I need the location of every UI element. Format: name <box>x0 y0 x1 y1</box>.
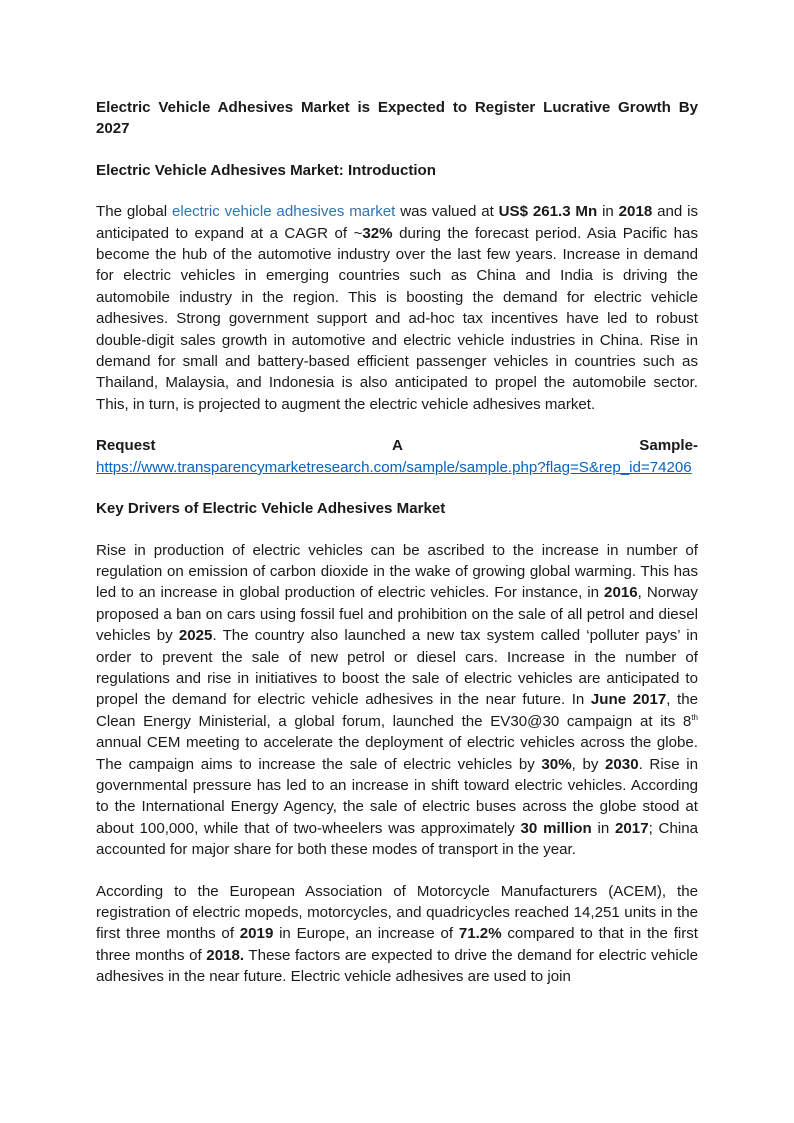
text-run: in <box>591 819 616 837</box>
text-run: These factors are expected to drive the demand for electric vehicle adhesives in the near future. Electric vehicle adhesives are used to join <box>96 946 698 986</box>
intro-heading: Electric Vehicle Adhesives Market: Introduction <box>96 161 436 179</box>
drivers-heading: Key Drivers of Electric Vehicle Adhesives Market <box>96 500 446 518</box>
text-run: Rise in production of electric vehicles can be ascribed to the increase in number of regulation on emission of carbon dioxide in the wake of growing global warming. This has led to an increase in global production of electric vehicles. For instance, in <box>96 541 698 602</box>
text-run: in <box>597 203 619 221</box>
text-run: . Rise in governmental pressure has led to an increase in shift toward electric vehicles. According to the International Energy Agency, the sale of electric buses across the globe stood at about 100,000, while that of two-wheelers was approximately <box>96 755 698 837</box>
market-link[interactable]: electric vehicle adhesives market <box>171 203 396 221</box>
bold-run: 32% <box>362 224 393 242</box>
bold-run: 2018. <box>206 946 245 964</box>
text-run: According to the European Association of Motorcycle Manufacturers (ACEM), the registration of electric mopeds, motorcycles, and quadricycles reached 14,251 units in the first three months of <box>96 882 698 943</box>
text-run: , Norway proposed a ban on cars using fossil fuel and prohibition on the sale of all petrol and diesel vehicles by <box>96 584 698 645</box>
document-title: Electric Vehicle Adhesives Market is Expected to Register Lucrative Growth By 2027 <box>96 99 698 138</box>
bold-run: 71.2% <box>458 925 502 943</box>
bold-run: 30 million <box>520 819 592 837</box>
text-run: The global <box>96 203 172 221</box>
text-run: , the Clean Energy Ministerial, a global forum, launched the EV30@30 campaign at its 8 <box>96 691 699 730</box>
sample-word: Sample- <box>639 437 698 455</box>
text-run: in Europe, an increase of <box>273 925 459 943</box>
intro-paragraph <box>96 201 698 415</box>
bold-run: US$ 261.3 Mn <box>498 203 598 221</box>
bold-run: 2030 <box>605 755 639 773</box>
sample-request-label <box>96 435 698 456</box>
bold-run: 2017 <box>615 819 649 837</box>
bold-run: 2016 <box>604 584 638 602</box>
sample-url-link[interactable]: https://www.transparencymarketresearch.com/sample/sample.php?flag=S&rep_id=74206 <box>96 458 692 476</box>
acem-paragraph <box>96 881 698 988</box>
text-run: during the forecast period. Asia Pacific has become the hub of the automotive industry over the last few years. Increase in demand for electric vehicles in emerging countries such as China and India is driving the automobile industry in the region. This is boosting the demand for electric vehicle adhesives. Strong government support and ad-hoc tax incentives have led to robust double-digit sales growth in automotive and electric vehicle industries in China. Rise in demand for small and battery-based efficient passenger vehicles in countries such as Thailand, Malaysia, and Indonesia is also anticipated to propel the automobile sector. This, in turn, is projected to augment the electric vehicle adhesives market. <box>96 224 698 413</box>
bold-run: 30% <box>541 755 572 773</box>
bold-run: 2019 <box>239 925 274 943</box>
sample-request <box>96 435 698 478</box>
text-run: compared to that in the first three months of <box>96 925 699 964</box>
sample-word: A <box>391 437 403 455</box>
text-run: annual CEM meeting to accelerate the deployment of electric vehicles across the globe. The campaign aims to increase the sale of electric vehicles by <box>96 734 698 773</box>
bold-run: 2018 <box>618 203 653 221</box>
bold-run: June 2017 <box>590 691 667 709</box>
superscript: th <box>691 712 698 722</box>
drivers-paragraph <box>96 540 698 861</box>
document-page <box>96 97 698 1008</box>
text-run: ; China accounted for major share for both these modes of transport in the year. <box>96 819 698 859</box>
sample-word: Request <box>96 437 156 455</box>
text-run: . The country also launched a new tax system called ‘polluter pays’ in order to prevent the sale of new petrol or diesel cars. Increase in the number of regulations and rise in initiatives to boost the sale of electric vehicles are anticipated to propel the demand for electric vehicle adhesives in the near future. In <box>96 627 698 709</box>
text-run: and is anticipated to expand at a CAGR of ~ <box>96 203 698 242</box>
text-run: , by <box>571 755 606 773</box>
text-run: was valued at <box>395 203 499 221</box>
bold-run: 2025 <box>178 627 213 645</box>
